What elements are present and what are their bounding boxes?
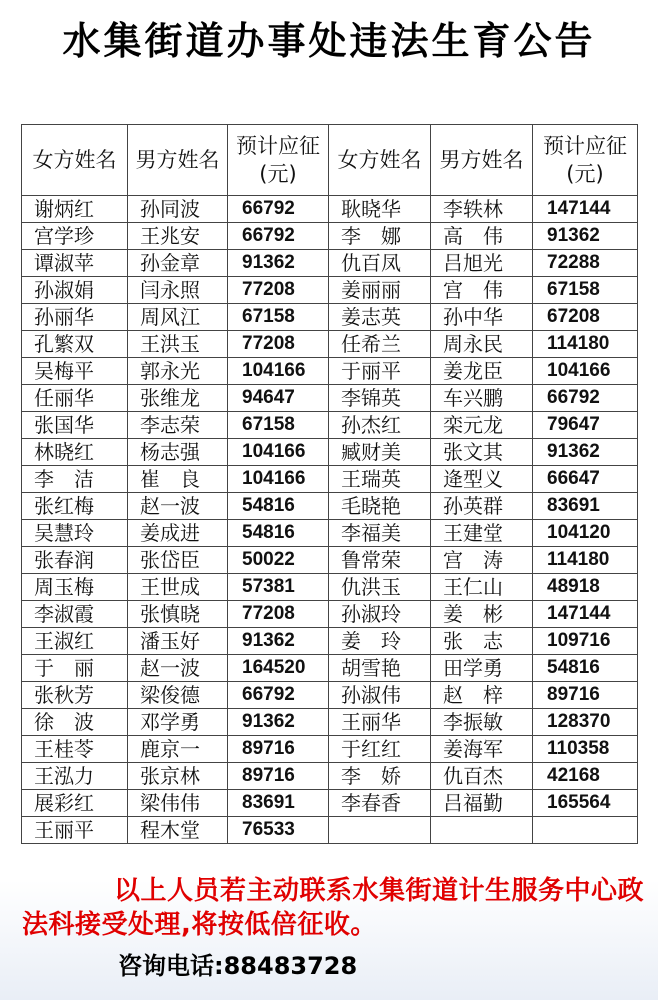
amount-cell: 79647 [533, 412, 638, 439]
amount-cell: 57381 [228, 574, 329, 601]
female-name-cell: 李淑霞 [22, 601, 128, 628]
amount-cell: 147144 [533, 601, 638, 628]
amount-cell: 66792 [533, 385, 638, 412]
table-row [22, 817, 638, 844]
amount-cell: 91362 [228, 250, 329, 277]
female-name-cell: 仇百凤 [329, 250, 431, 277]
amount-cell: 54816 [533, 655, 638, 682]
amount-cell: 83691 [533, 493, 638, 520]
header-amount-line2: (元) [259, 162, 297, 186]
amount-cell: 128370 [533, 709, 638, 736]
amount-cell: 165564 [533, 790, 638, 817]
male-name-cell: 李轶林 [431, 196, 533, 223]
amount-cell: 42168 [533, 763, 638, 790]
male-name-cell: 田学勇 [431, 655, 533, 682]
female-name-cell: 孔繁双 [22, 331, 128, 358]
amount-cell: 91362 [533, 439, 638, 466]
amount-cell: 83691 [228, 790, 329, 817]
table-row [22, 196, 638, 223]
female-name-cell: 孙淑伟 [329, 682, 431, 709]
female-name-cell: 李福美 [329, 520, 431, 547]
amount-cell: 104166 [228, 439, 329, 466]
table-row [22, 331, 638, 358]
female-name-cell: 姜志英 [329, 304, 431, 331]
male-name-cell: 孙英群 [431, 493, 533, 520]
male-name-cell: 姜 彬 [431, 601, 533, 628]
amount-cell: 91362 [533, 223, 638, 250]
male-name-cell: 孙同波 [128, 196, 228, 223]
female-name-cell: 臧财美 [329, 439, 431, 466]
violation-table [21, 124, 638, 844]
male-name-cell: 逄型义 [431, 466, 533, 493]
amount-cell: 114180 [533, 331, 638, 358]
amount-cell: 104166 [228, 358, 329, 385]
amount-cell: 48918 [533, 574, 638, 601]
table-row [22, 385, 638, 412]
female-name-cell: 于红红 [329, 736, 431, 763]
table-row [22, 439, 638, 466]
table-row [22, 601, 638, 628]
amount-cell: 104120 [533, 520, 638, 547]
male-name-cell: 张慎晓 [128, 601, 228, 628]
amount-cell: 54816 [228, 493, 329, 520]
female-name-cell: 鲁常荣 [329, 547, 431, 574]
female-name-cell: 徐 波 [22, 709, 128, 736]
table-row [22, 412, 638, 439]
male-name-cell: 闫永照 [128, 277, 228, 304]
male-name-cell: 鹿京一 [128, 736, 228, 763]
amount-cell: 77208 [228, 277, 329, 304]
header-female-name: 女方姓名 [22, 125, 128, 196]
male-name-cell: 程木堂 [128, 817, 228, 844]
female-name-cell: 张国华 [22, 412, 128, 439]
male-name-cell: 姜成进 [128, 520, 228, 547]
male-name-cell: 李志荣 [128, 412, 228, 439]
female-name-cell: 李春香 [329, 790, 431, 817]
table-row [22, 277, 638, 304]
male-name-cell: 王兆安 [128, 223, 228, 250]
male-name-cell: 姜龙臣 [431, 358, 533, 385]
amount-cell: 50022 [228, 547, 329, 574]
female-name-cell: 谭淑苹 [22, 250, 128, 277]
male-name-cell: 仇百杰 [431, 763, 533, 790]
male-name-cell: 王仁山 [431, 574, 533, 601]
male-name-cell: 高 伟 [431, 223, 533, 250]
male-name-cell [431, 817, 533, 844]
female-name-cell: 孙丽华 [22, 304, 128, 331]
male-name-cell: 周风江 [128, 304, 228, 331]
amount-cell: 164520 [228, 655, 329, 682]
male-name-cell: 赵 梓 [431, 682, 533, 709]
female-name-cell: 谢炳红 [22, 196, 128, 223]
male-name-cell: 孙金章 [128, 250, 228, 277]
female-name-cell: 胡雪艳 [329, 655, 431, 682]
amount-cell [533, 817, 638, 844]
male-name-cell: 潘玉好 [128, 628, 228, 655]
page-title: 水集街道办事处违法生育公告 [62, 19, 596, 63]
male-name-cell: 吕旭光 [431, 250, 533, 277]
female-name-cell: 姜丽丽 [329, 277, 431, 304]
female-name-cell: 林晓红 [22, 439, 128, 466]
amount-cell: 77208 [228, 331, 329, 358]
amount-cell: 91362 [228, 628, 329, 655]
amount-cell: 67158 [533, 277, 638, 304]
table-row [22, 493, 638, 520]
table-row [22, 466, 638, 493]
table-row [22, 304, 638, 331]
male-name-cell: 周永民 [431, 331, 533, 358]
female-name-cell: 吴梅平 [22, 358, 128, 385]
table-row [22, 223, 638, 250]
male-name-cell: 王世成 [128, 574, 228, 601]
male-name-cell: 孙中华 [431, 304, 533, 331]
female-name-cell: 李 洁 [22, 466, 128, 493]
female-name-cell: 张春润 [22, 547, 128, 574]
table-row [22, 358, 638, 385]
male-name-cell: 郭永光 [128, 358, 228, 385]
female-name-cell: 李 娜 [329, 223, 431, 250]
female-name-cell: 王瑞英 [329, 466, 431, 493]
female-name-cell: 王丽华 [329, 709, 431, 736]
amount-cell: 91362 [228, 709, 329, 736]
amount-cell: 110358 [533, 736, 638, 763]
male-name-cell: 车兴鹏 [431, 385, 533, 412]
table-row [22, 682, 638, 709]
male-name-cell: 赵一波 [128, 493, 228, 520]
female-name-cell: 王丽平 [22, 817, 128, 844]
table-row [22, 250, 638, 277]
amount-cell: 89716 [228, 736, 329, 763]
male-name-cell: 宫 伟 [431, 277, 533, 304]
male-name-cell: 王建堂 [431, 520, 533, 547]
female-name-cell: 孙杰红 [329, 412, 431, 439]
female-name-cell: 任丽华 [22, 385, 128, 412]
amount-cell: 66647 [533, 466, 638, 493]
female-name-cell: 王淑红 [22, 628, 128, 655]
male-name-cell: 梁伟伟 [128, 790, 228, 817]
header-amount-2-line1: 预计应征 [543, 134, 627, 158]
female-name-cell: 于丽平 [329, 358, 431, 385]
female-name-cell: 展彩红 [22, 790, 128, 817]
female-name-cell: 张红梅 [22, 493, 128, 520]
header-amount-2 [533, 125, 638, 196]
amount-cell: 66792 [228, 682, 329, 709]
amount-cell: 67158 [228, 304, 329, 331]
male-name-cell: 张维龙 [128, 385, 228, 412]
female-name-cell: 王桂苓 [22, 736, 128, 763]
male-name-cell: 张岱臣 [128, 547, 228, 574]
table-row [22, 574, 638, 601]
female-name-cell: 周玉梅 [22, 574, 128, 601]
female-name-cell: 张秋芳 [22, 682, 128, 709]
female-name-cell: 毛晓艳 [329, 493, 431, 520]
table-row [22, 763, 638, 790]
male-name-cell: 王洪玉 [128, 331, 228, 358]
male-name-cell: 杨志强 [128, 439, 228, 466]
female-name-cell: 仇洪玉 [329, 574, 431, 601]
amount-cell: 66792 [228, 196, 329, 223]
header-amount-2-line2: (元) [566, 162, 604, 186]
header-amount [228, 125, 329, 196]
male-name-cell: 宫 涛 [431, 547, 533, 574]
female-name-cell: 李 娇 [329, 763, 431, 790]
male-name-cell: 张 志 [431, 628, 533, 655]
amount-cell: 147144 [533, 196, 638, 223]
amount-cell: 72288 [533, 250, 638, 277]
table-row [22, 628, 638, 655]
amount-cell: 114180 [533, 547, 638, 574]
amount-cell: 66792 [228, 223, 329, 250]
table-row [22, 709, 638, 736]
male-name-cell: 姜海军 [431, 736, 533, 763]
female-name-cell [329, 817, 431, 844]
amount-cell: 89716 [533, 682, 638, 709]
male-name-cell: 吕福勤 [431, 790, 533, 817]
table-header-row [22, 125, 638, 196]
female-name-cell: 王泓力 [22, 763, 128, 790]
male-name-cell: 张文其 [431, 439, 533, 466]
male-name-cell: 栾元龙 [431, 412, 533, 439]
amount-cell: 54816 [228, 520, 329, 547]
table-row [22, 655, 638, 682]
female-name-cell: 吴慧玲 [22, 520, 128, 547]
female-name-cell: 任希兰 [329, 331, 431, 358]
male-name-cell: 邓学勇 [128, 709, 228, 736]
male-name-cell: 梁俊德 [128, 682, 228, 709]
header-male-name-2: 男方姓名 [431, 125, 533, 196]
female-name-cell: 李锦英 [329, 385, 431, 412]
amount-cell: 77208 [228, 601, 329, 628]
female-name-cell: 孙淑玲 [329, 601, 431, 628]
amount-cell: 94647 [228, 385, 329, 412]
notice-text: 以上人员若主动联系水集街道计生服务中心政法科接受处理,将按低倍征收。 [22, 876, 645, 940]
male-name-cell: 崔 良 [128, 466, 228, 493]
female-name-cell: 于 丽 [22, 655, 128, 682]
table-row [22, 736, 638, 763]
table-row [22, 520, 638, 547]
amount-cell: 104166 [228, 466, 329, 493]
amount-cell: 67158 [228, 412, 329, 439]
amount-cell: 67208 [533, 304, 638, 331]
female-name-cell: 孙淑娟 [22, 277, 128, 304]
consult-phone: 咨询电话:88483728 [118, 952, 358, 980]
male-name-cell: 李振敏 [431, 709, 533, 736]
header-amount-line1: 预计应征 [236, 134, 320, 158]
header-female-name-2: 女方姓名 [329, 125, 431, 196]
header-male-name: 男方姓名 [128, 125, 228, 196]
table-row [22, 790, 638, 817]
female-name-cell: 姜 玲 [329, 628, 431, 655]
female-name-cell: 宫学珍 [22, 223, 128, 250]
amount-cell: 109716 [533, 628, 638, 655]
amount-cell: 89716 [228, 763, 329, 790]
female-name-cell: 耿晓华 [329, 196, 431, 223]
male-name-cell: 张京林 [128, 763, 228, 790]
amount-cell: 104166 [533, 358, 638, 385]
table-body [22, 196, 638, 844]
male-name-cell: 赵一波 [128, 655, 228, 682]
amount-cell: 76533 [228, 817, 329, 844]
table-row [22, 547, 638, 574]
